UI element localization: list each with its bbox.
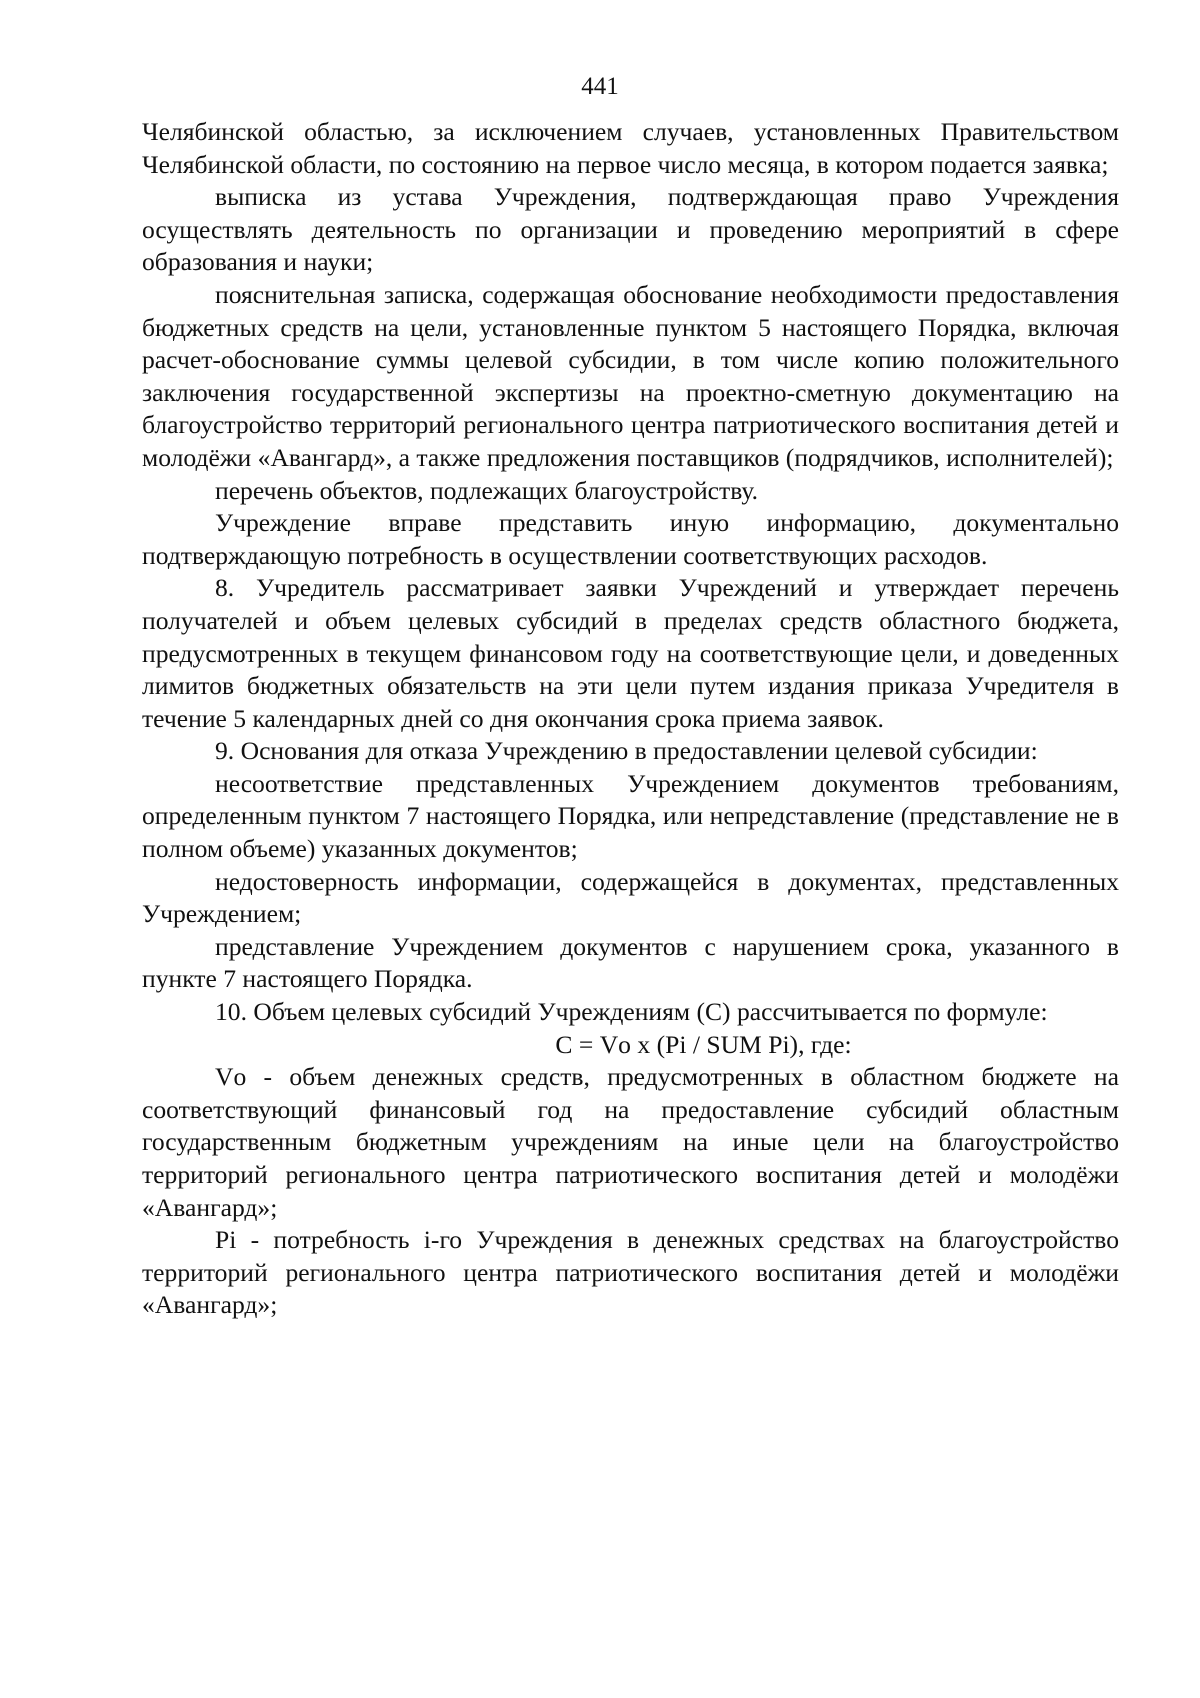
definition-vo: Vо - объем денежных средств, предусмотренных в областном бюджете на соответствующий финансовый год на предоставление субсидий областным государственным бюджетным учреждениям на иные цели на благоустройство территорий регионального центра патриотического воспитания детей и молодёжи «Авангард»; <box>142 1062 1119 1222</box>
paragraph-item-10: 10. Объем целевых субсидий Учреждениям (С) рассчитывается по формуле: <box>215 997 1048 1027</box>
paragraph-other-information: Учреждение вправе представить иную информацию, документально подтверждающую потребность в осуществлении соответствующих расходов. <box>142 508 1119 570</box>
definition-pi: Pi - потребность i-го Учреждения в денежных средствах на благоустройство территорий регионального центра патриотического воспитания детей и молодёжи «Авангард»; <box>142 1225 1119 1320</box>
paragraph-explanatory-note: пояснительная записка, содержащая обоснование необходимости предоставления бюджетных средств на цели, установленные пунктом 5 настоящего Порядка, включая расчет-обоснование суммы целевой субсидии, в том числе копию положительного заключения государственной экспертизы на проектно-сметную документацию на благоустройство территорий регионального центра патриотического воспитания детей и молодёжи «Авангард», а также предложения поставщиков (подрядчиков, исполнителей); <box>142 279 1119 472</box>
paragraph-item-9: 9. Основания для отказа Учреждению в предоставлении целевой субсидии: <box>215 736 1038 766</box>
paragraph-refusal-reason-3: представление Учреждением документов с нарушением срока, указанного в пункте 7 настоящего Порядка. <box>142 931 1119 994</box>
paragraph-continuation: Челябинской областью, за исключением случаев, установленных Правительством Челябинской области, по состоянию на первое число месяца, в котором подается заявка; <box>142 117 1119 179</box>
paragraph-refusal-reason-2: недостоверность информации, содержащейся в документах, представленных Учреждением; <box>142 866 1119 929</box>
subsidy-formula: С = Vо x (Pi / SUM Pi), где: <box>555 1029 852 1059</box>
page-number: 441 <box>581 73 619 100</box>
paragraph-objects-list: перечень объектов, подлежащих благоустройству. <box>215 475 759 505</box>
paragraph-item-8: 8. Учредитель рассматривает заявки Учреждений и утверждает перечень получателей и объем целевых субсидий в пределах средств областного бюджета, предусмотренных в текущем финансовом году на соответствующие цели, и доведенных лимитов бюджетных обязательств на эти цели путем издания приказа Учредителя в течение 5 календарных дней со дня окончания срока приема заявок. <box>142 573 1119 733</box>
document-body <box>142 116 1119 1322</box>
paragraph-charter-extract: выписка из устава Учреждения, подтверждающая право Учреждения осуществлять деятельность по организации и проведению мероприятий в сфере образования и науки; <box>142 182 1119 277</box>
paragraph-refusal-reason-1: несоответствие представленных Учреждением документов требованиям, определенным пунктом 7 настоящего Порядка, или непредставление (представление не в полном объеме) указанных документов; <box>142 768 1119 864</box>
